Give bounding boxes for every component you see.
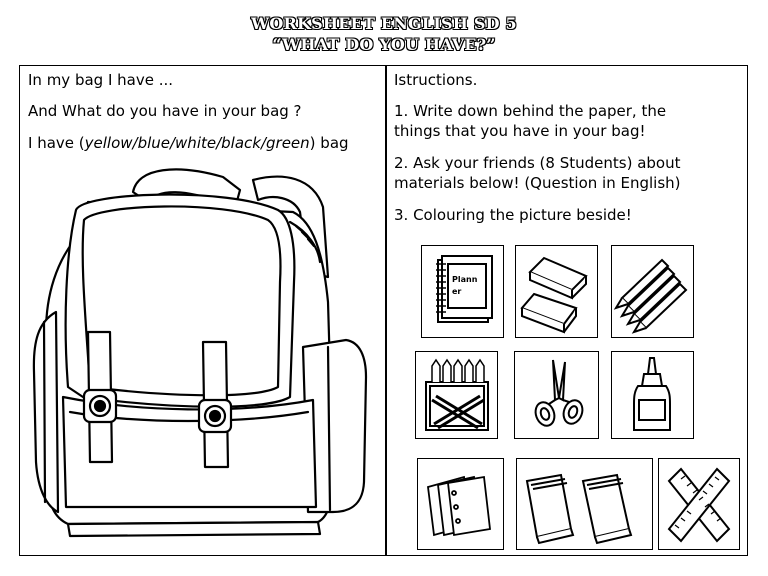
prompt-bag-color: I have (yellow/blue/white/black/green) bag (28, 134, 349, 152)
backpack-icon (28, 162, 378, 552)
binders-icon (517, 459, 651, 549)
prompt-question: And What do you have in your bag ? (28, 102, 302, 120)
pencils-icon (612, 246, 692, 336)
paper-tile (417, 458, 504, 550)
worksheet-subtitle: “WHAT DO YOU HAVE?” (272, 35, 496, 54)
scissors-icon (515, 352, 597, 438)
erasers-icon (516, 246, 596, 336)
rulers-tile (658, 458, 740, 550)
color-options: yellow/blue/white/black/green (84, 134, 310, 152)
instruction-step-3: 3. Colouring the picture beside! (394, 206, 632, 224)
glue-tile (611, 351, 694, 439)
svg-text:er: er (452, 287, 462, 296)
binders-tile (516, 458, 653, 550)
column-divider (385, 65, 387, 556)
svg-text:Plann: Plann (452, 275, 478, 284)
crayons-box-icon (416, 352, 496, 438)
instruction-step-2: 2. Ask your friends (8 Students) about materials below! (Question in English) (394, 154, 681, 192)
crayons-tile (415, 351, 498, 439)
glue-bottle-icon (612, 352, 692, 438)
instruction-step-1: 1. Write down behind the paper, the things that you have in your bag! (394, 102, 667, 140)
rulers-icon (659, 459, 739, 549)
planner-tile (421, 245, 504, 338)
scissors-tile (514, 351, 599, 439)
worksheet-title: WORKSHEET ENGLISH SD 5 (251, 14, 517, 33)
pencils-tile (611, 245, 694, 338)
planner-notebook-icon (422, 246, 502, 336)
erasers-tile (515, 245, 598, 338)
prompt-in-my-bag: In my bag I have ... (28, 71, 174, 89)
instructions-heading: Istructions. (394, 71, 478, 89)
loose-paper-icon (418, 459, 502, 549)
